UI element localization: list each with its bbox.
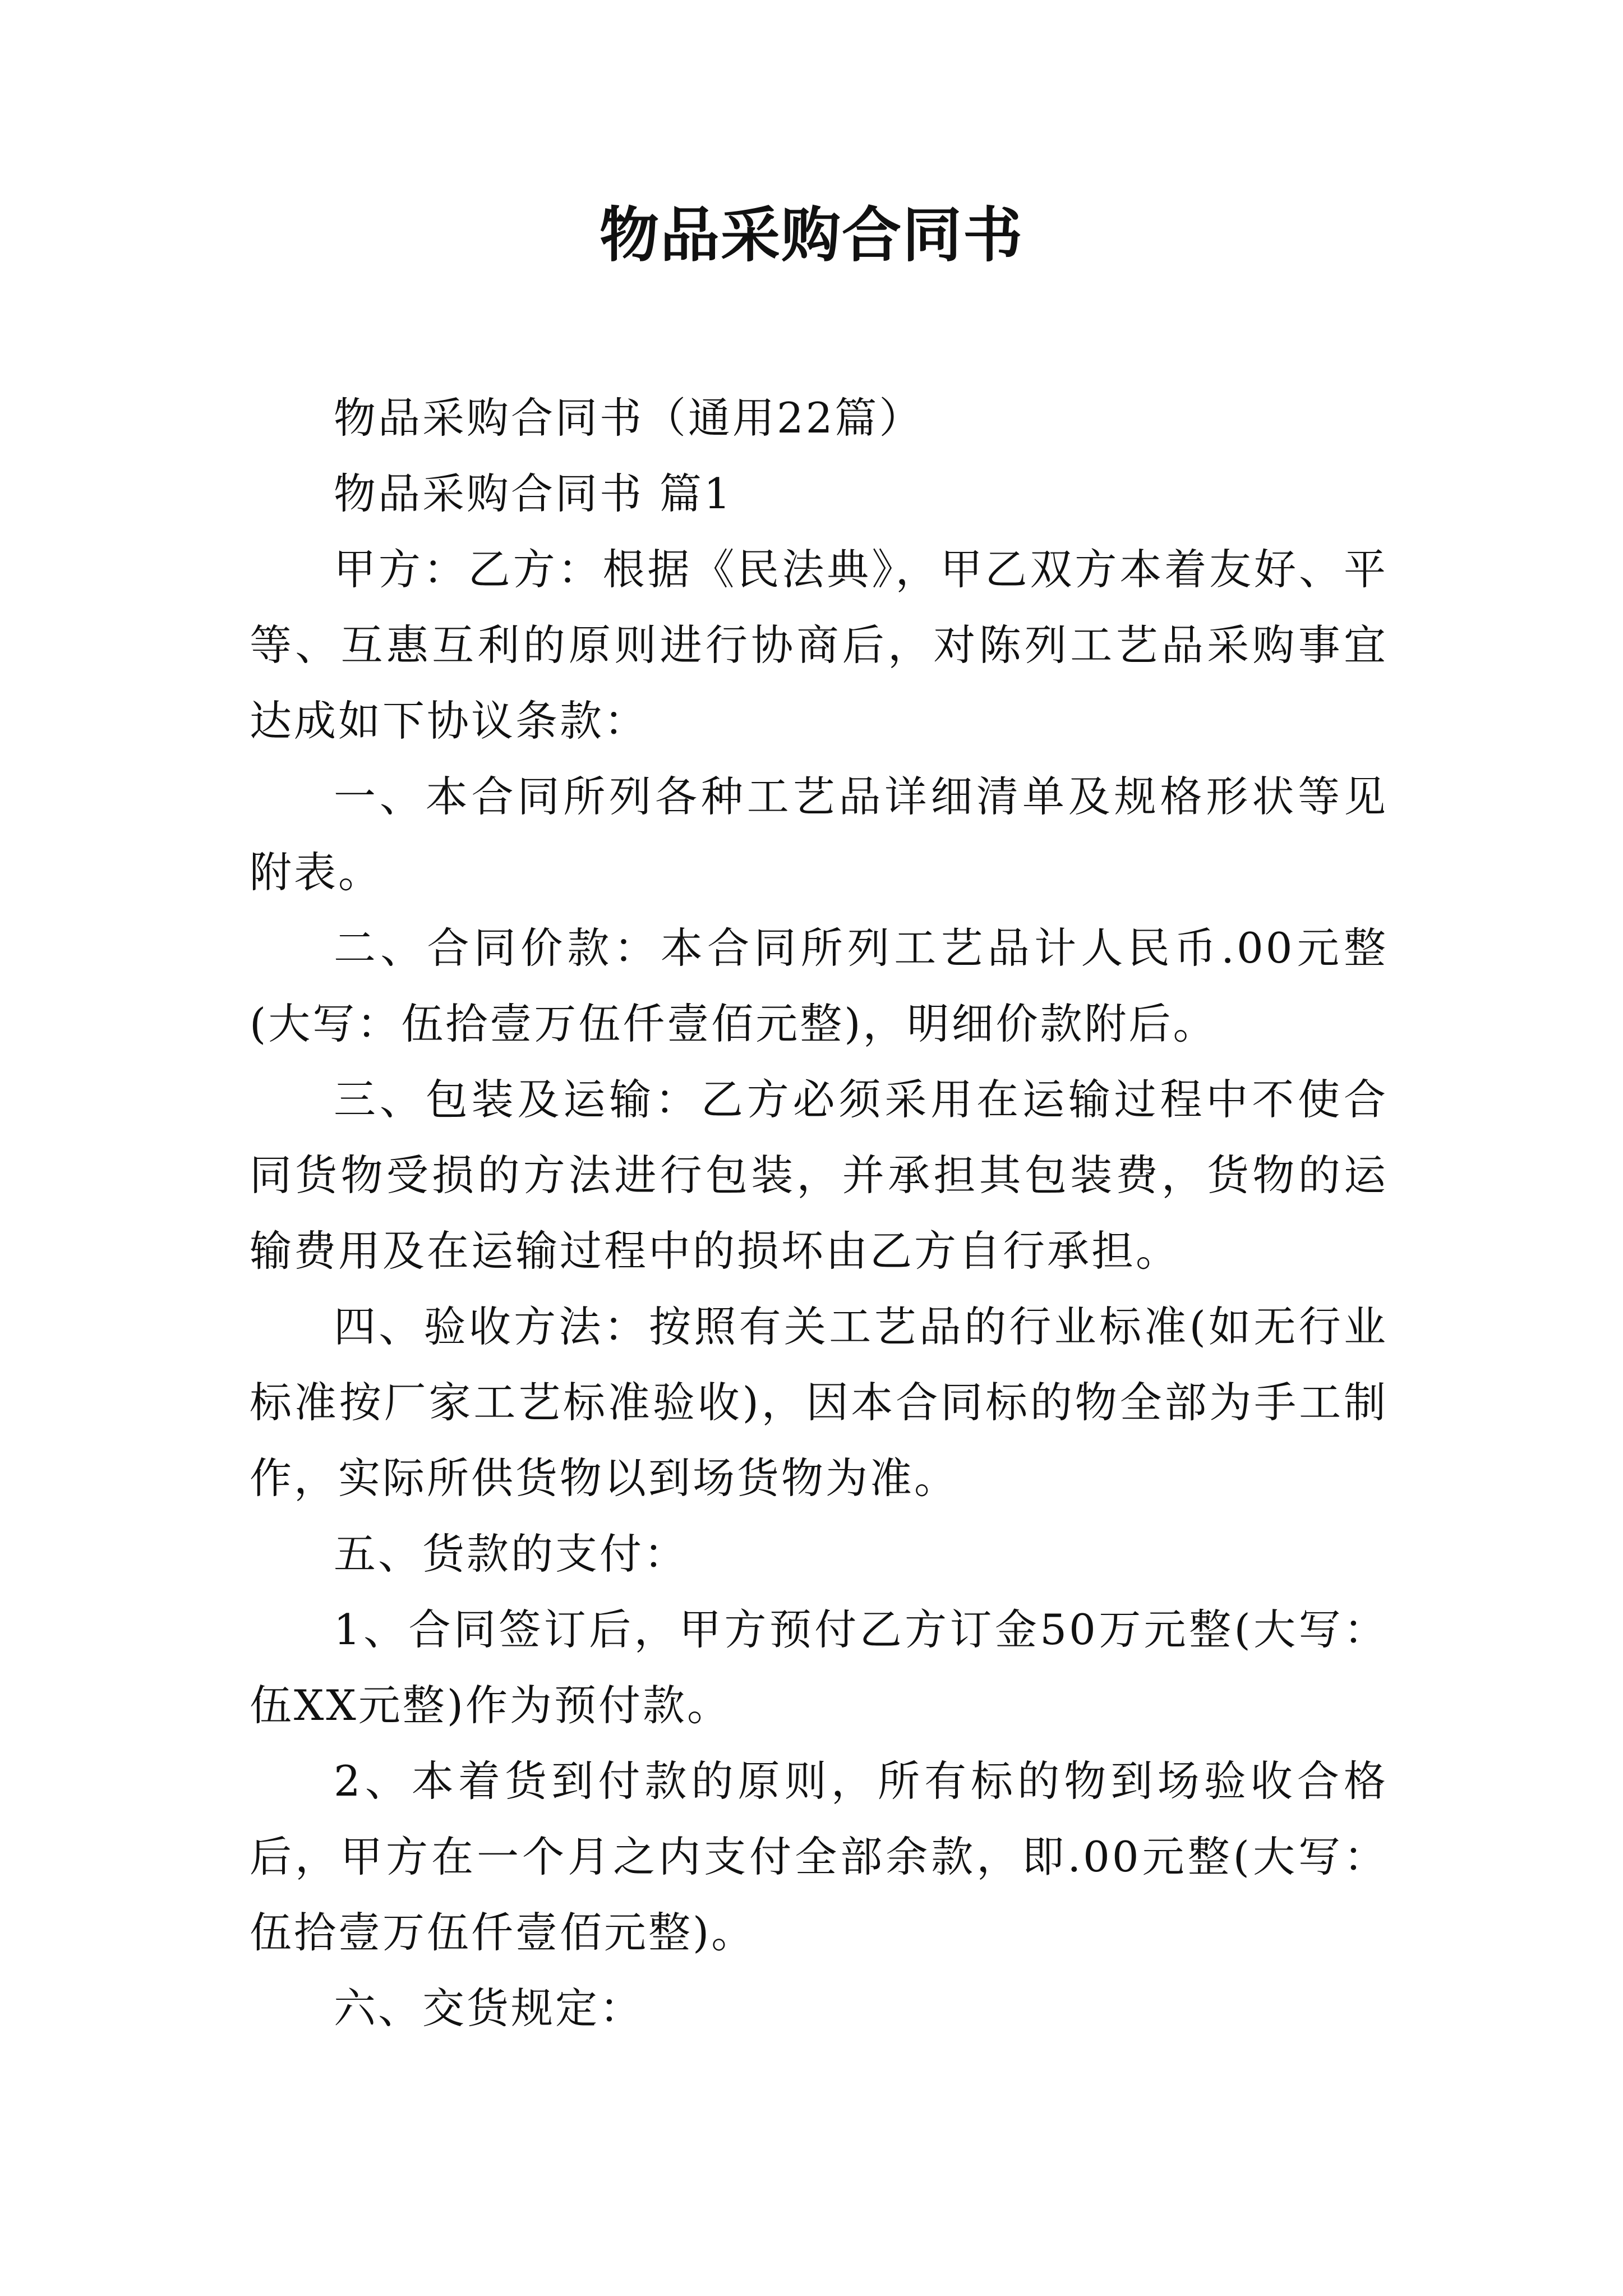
paragraph: 六、交货规定： [334, 1984, 644, 2033]
paragraph: 甲方：乙方：根据《民法典》，甲乙双方本着友好、平等、互惠互利的原则进行协商后，对陈列工艺品采购事宜达成如下协议条款： [250, 545, 1388, 746]
paragraph: 2、本着货到付款的原则，所有标的物到场验收合格后，甲方在一个月之内支付全部余款，即.00元整(大写：伍拾壹万伍仟壹佰元整)。 [250, 1756, 1388, 1957]
paragraph: 1、合同签订后，甲方预付乙方订金50万元整(大写：伍XX元整)作为预付款。 [250, 1605, 1388, 1730]
paragraph: 三、包装及运输：乙方必须采用在运输过程中不使合同货物受损的方法进行包装，并承担其包装费，货物的运输费用及在运输过程中的损坏由乙方自行承担。 [250, 1075, 1388, 1276]
paragraph: 物品采购合同书（通用22篇） [334, 393, 924, 443]
document-body [250, 380, 1388, 2046]
paragraph: 一、本合同所列各种工艺品详细清单及规格形状等见附表。 [250, 772, 1388, 897]
paragraph: 五、货款的支付： [334, 1529, 689, 1579]
paragraph: 二、合同价款：本合同所列工艺品计人民币.00元整(大写：伍拾壹万伍仟壹佰元整)，明细价款附后。 [250, 923, 1388, 1048]
paragraph: 四、验收方法：按照有关工艺品的行业标准(如无行业标准按厂家工艺标准验收)，因本合同标的物全部为手工制作，实际所供货物以到场货物为准。 [250, 1302, 1388, 1503]
paragraph: 物品采购合同书 篇1 [334, 469, 733, 518]
document-title: 物品采购合同书 [600, 201, 1023, 270]
